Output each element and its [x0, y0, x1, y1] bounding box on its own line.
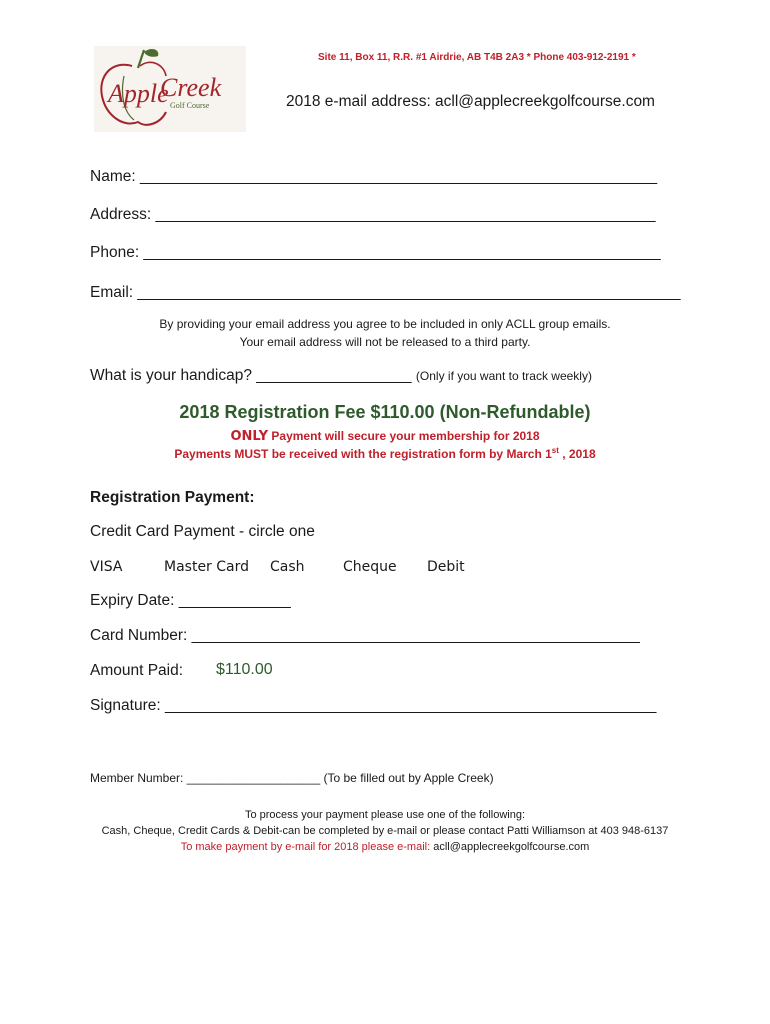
deadline-prefix: Payments MUST be received with the registration form by March 1 [174, 447, 552, 461]
phone-field[interactable]: Phone: ____________________________________________________________ [90, 244, 661, 261]
card-number-field[interactable]: Card Number: ____________________________________________________ [90, 627, 640, 644]
footer-email-address[interactable]: acll@applecreekgolfcourse.com [430, 841, 590, 853]
footer-contact: Cash, Cheque, Credit Cards & Debit-can be completed by e-mail or please contact Patti Williamson at 403 948-6137 [101, 825, 669, 837]
expiry-date-field[interactable]: Expiry Date: _____________ [90, 592, 291, 609]
handicap-field[interactable]: What is your handicap? __________________ [90, 367, 412, 384]
payment-option-master-card[interactable]: Master Card [164, 559, 250, 575]
apple-logo-icon [94, 46, 246, 132]
payment-option-cheque[interactable]: Cheque [343, 559, 397, 575]
address-field[interactable]: Address: __________________________________________________________ [90, 206, 656, 223]
email-notice-line-1: By providing your email address you agree to be included in only ACLL group emails. [159, 317, 611, 331]
payment-option-debit[interactable]: Debit [427, 559, 465, 575]
email-field[interactable]: Email: _______________________________________________________________ [90, 284, 681, 301]
footer-email-prompt: To make payment by e-mail for 2018 please e-mail: [180, 841, 431, 853]
deadline-superscript: st [551, 446, 559, 455]
registration-fee-title: 2018 Registration Fee $110.00 (Non-Refundable) [179, 402, 591, 422]
name-field[interactable]: Name: ____________________________________________________________ [90, 168, 658, 185]
handicap-note: (Only if you want to track weekly) [415, 369, 592, 383]
only-word: ONLY [230, 429, 269, 444]
only-payment-line [0, 427, 770, 445]
signature-field[interactable]: Signature: _________________________________________________________ [90, 697, 657, 714]
member-number-field[interactable]: Member Number: ____________________ (To be filled out by Apple Creek) [90, 771, 494, 785]
header-email: 2018 e-mail address: acll@applecreekgolfcourse.com [286, 93, 655, 110]
amount-paid-label: Amount Paid: [90, 662, 184, 679]
footer-instructions: To process your payment please use one of the following: [244, 809, 526, 821]
logo-word-apple: Apple [108, 79, 169, 108]
logo-subtitle: Golf Course [170, 101, 210, 110]
amount-paid-value: $110.00 [216, 661, 273, 678]
payment-option-cash[interactable]: Cash [270, 559, 305, 575]
registration-payment-heading: Registration Payment: [90, 489, 255, 506]
only-payment-text: Payment will secure your membership for 2018 [268, 429, 540, 443]
credit-card-subheading: Credit Card Payment - circle one [90, 523, 315, 540]
header-address-phone: Site 11, Box 11, R.R. #1 Airdrie, AB T4B 2A3 * Phone 403-912-2191 * [318, 52, 636, 63]
deadline-suffix: , 2018 [558, 447, 596, 461]
footer-email-line [0, 841, 770, 853]
handicap-row [90, 367, 592, 385]
payment-deadline [0, 446, 770, 461]
email-notice-line-2: Your email address will not be released to a third party. [239, 335, 531, 349]
logo-word-creek: Creek [160, 73, 222, 102]
apple-creek-logo [94, 46, 246, 132]
payment-option-visa[interactable]: VISA [90, 559, 123, 575]
